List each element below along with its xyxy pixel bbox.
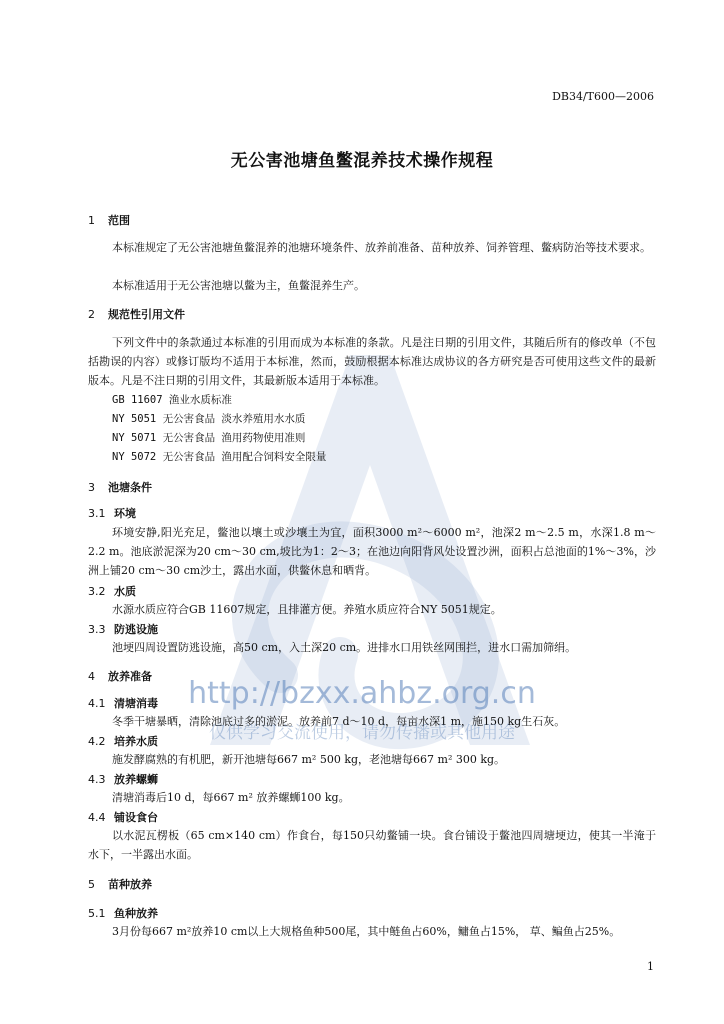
section-number: 3 [88,481,95,494]
subsection-number: 5.1 [88,907,106,920]
subsection-4-2-text: 施发酵腐熟的有机肥，新开池塘每667 m² 500 kg，老池塘每667 m² 300 kg。 [112,753,506,766]
subsection-4-3-text: 清塘消毒后10 d，每667 m² 放养螺蛳100 kg。 [112,791,350,804]
section-title: 规范性引用文件 [108,308,185,321]
subsection-3-1-heading [88,505,136,521]
section-title: 苗种放养 [108,878,152,891]
subsection-4-4-text: 以水泥瓦楞板（65 cm×140 cm）作食台，每150只幼鳖铺一块。食台铺设于鳖池四周塘埂边，使其一半淹于水下，一半露出水面。 [88,829,656,861]
subsection-3-2-heading [88,583,136,599]
subsection-title: 水质 [114,585,136,598]
reference-item: GB 11607 渔业水质标准 [112,394,232,406]
section-number: 4 [88,670,95,683]
subsection-4-1-text: 冬季干塘暴晒，清除池底过多的淤泥。放养前7 d～10 d，每亩水深1 m，施150 kg生石灰。 [112,715,566,728]
subsection-number: 4.1 [88,697,106,710]
subsection-number: 3.1 [88,507,106,520]
subsection-number: 4.2 [88,735,106,748]
reference-item: NY 5051 无公害食品 淡水养殖用水水质 [112,413,306,425]
section-number: 5 [88,878,95,891]
subsection-title: 铺设食台 [114,811,158,824]
page-number: 1 [647,960,654,973]
document-code: DB34/T600—2006 [552,90,654,103]
section-number: 1 [88,214,95,227]
page-title: 无公害池塘鱼鳖混养技术操作规程 [230,151,494,171]
subsection-title: 环境 [114,507,136,520]
subsection-3-2-text: 水源水质应符合GB 11607规定，且排灌方便。养殖水质应符合NY 5051规定。 [112,603,502,616]
section-number: 2 [88,308,95,321]
subsection-title: 鱼种放养 [114,907,158,920]
subsection-number: 3.2 [88,585,106,598]
subsection-3-3-heading [88,621,158,637]
subsection-number: 3.3 [88,623,106,636]
subsection-4-3-heading [88,771,158,787]
section-title: 放养准备 [108,670,152,683]
section-2-paragraph: 下列文件中的条款通过本标准的引用而成为本标准的条款。凡是注日期的引用文件，其随后所有的修改单（不包括勘误的内容）或修订版均不适用于本标准，然而，鼓励根据本标准达成协议的各方研究是否可使用这些文件的最新版本。凡是不注日期的引用文件，其最新版本适用于本标准。 [88,336,656,387]
watermark-note: 仅供学习交流使用，请勿传播或其他用途 [209,723,515,743]
section-3-heading [88,479,152,495]
subsection-5-1-text: 3月份每667 m²放养10 cm以上大规格鱼种500尾，其中鲢鱼占60%，鳙鱼占15%， 草、鳊鱼占25%。 [112,925,621,938]
subsection-3-3-text: 池埂四周设置防逃设施，高50 cm，入土深20 cm。进排水口用铁丝网围拦，进水口需加筛绢。 [112,641,577,654]
section-1-paragraph-1: 本标准规定了无公害池塘鱼鳖混养的池塘环境条件、放养前准备、苗种放养、饲养管理、鳖病防治等技术要求。 [112,241,651,254]
subsection-title: 清塘消毒 [114,697,158,710]
section-2-heading [88,306,185,322]
section-1-paragraph-2: 本标准适用于无公害池塘以鳖为主，鱼鳖混养生产。 [112,279,365,292]
subsection-3-1-text: 环境安静,阳光充足，鳖池以壤土或沙壤土为宜，面积3000 m²～6000 m²，池深2 m～2.5 m，水深1.8 m～2.2 m。池底淤泥深为20 cm～30 cm,坡比为1：2～3；在池边向阳背风处设置沙洲，面积占总池面的1%～3%，沙洲上铺20 cm～30 cm沙土，露出水面，供鳖休息和晒背。 [88,526,656,577]
reference-item: NY 5071 无公害食品 渔用药物使用准则 [112,432,306,444]
section-1-heading [88,212,130,228]
reference-item: NY 5072 无公害食品 渔用配合饲料安全限量 [112,451,327,463]
watermark-url: http://bzxx.ahbz.org.cn [188,676,536,711]
section-title: 范围 [108,214,130,227]
subsection-title: 放养螺蛳 [114,773,158,786]
subsection-title: 培养水质 [114,735,158,748]
subsection-5-1-heading [88,905,158,921]
section-title: 池塘条件 [108,481,152,494]
subsection-4-4-heading [88,809,158,825]
section-5-heading [88,876,152,892]
subsection-title: 防逃设施 [114,623,158,636]
subsection-number: 4.3 [88,773,106,786]
subsection-number: 4.4 [88,811,106,824]
